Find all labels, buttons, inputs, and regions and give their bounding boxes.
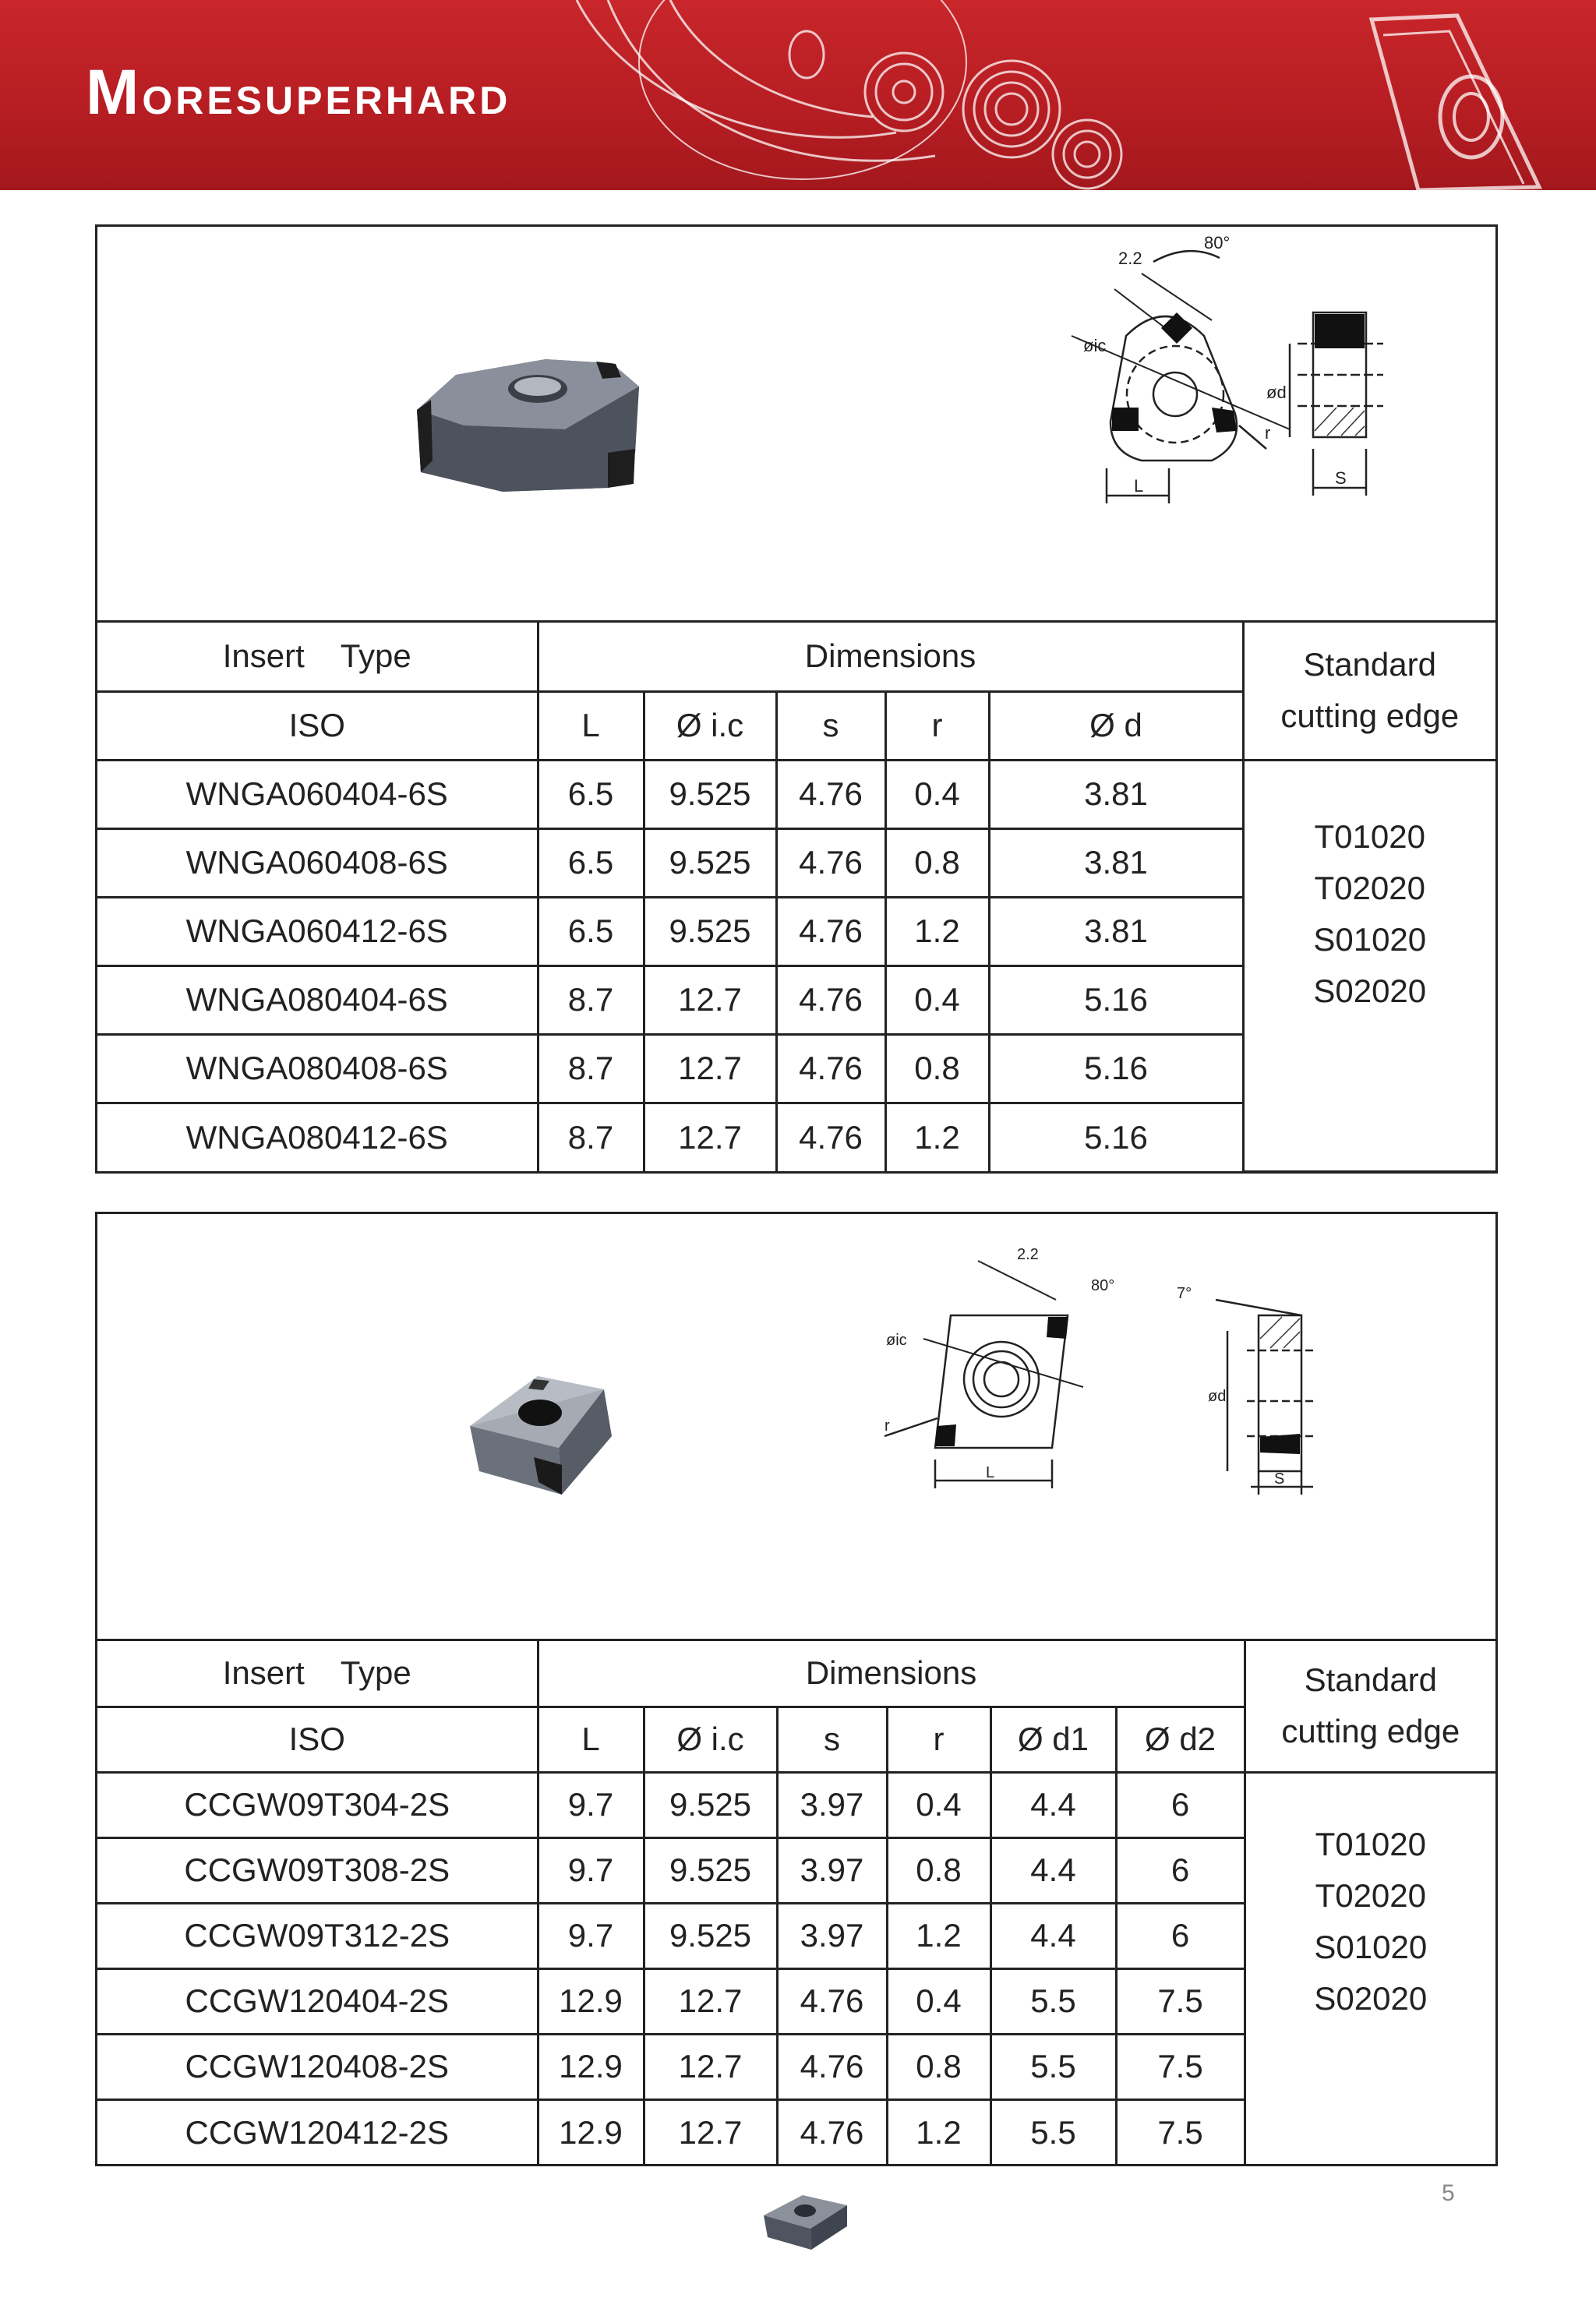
wnga-label-f: ød [1266, 383, 1287, 402]
table-cell: CCGW120408-2S [97, 2034, 538, 2099]
table-cell: CCGW09T312-2S [97, 1903, 538, 1968]
wnga-label-g: S [1335, 468, 1347, 488]
table-cell: 3.81 [989, 897, 1243, 965]
table-cell: 0.8 [885, 1034, 989, 1103]
column-header: Ø i.c [644, 1707, 777, 1772]
insert-type-header: Insert Type [97, 623, 538, 691]
table-cell: 12.7 [644, 2099, 777, 2165]
ccgw-drawing-tips [935, 1317, 1300, 1454]
table-cell: 5.5 [990, 2099, 1116, 2165]
table-cell: 5.16 [989, 1103, 1243, 1171]
ccgw-label-a: 2.2 [1017, 1246, 1039, 1263]
column-header: L [538, 691, 644, 760]
ccgw-label-d: L [986, 1464, 995, 1481]
column-header: Ø d1 [990, 1707, 1116, 1772]
table-cell: 12.9 [538, 2034, 644, 2099]
table-cell: WNGA080412-6S [97, 1103, 538, 1171]
table-cell: 9.7 [538, 1772, 644, 1837]
table-cell: 7.5 [1116, 2034, 1245, 2099]
table-cell: 3.97 [777, 1772, 887, 1837]
column-header: Ø d [989, 691, 1243, 760]
table-cell: 9.525 [644, 1837, 777, 1903]
table-cell: 9.525 [644, 1772, 777, 1837]
table-cell: WNGA080408-6S [97, 1034, 538, 1103]
column-header: Ø i.c [644, 691, 776, 760]
table-cell: 12.7 [644, 2034, 777, 2099]
table-cell: CCGW09T308-2S [97, 1837, 538, 1903]
table-cell: 4.76 [776, 897, 885, 965]
wnga-label-d: L [1134, 476, 1144, 496]
column-header: r [885, 691, 989, 760]
table-cell: 4.76 [776, 760, 885, 828]
ccgw-hatch [1260, 1317, 1300, 1348]
wnga-label-c: øic [1083, 336, 1107, 355]
table-cell: 12.9 [538, 2099, 644, 2165]
cutting-edge-item: T01020 [1315, 1825, 1427, 1862]
table-cell: 0.8 [887, 2034, 990, 2099]
ccgw-label-g: ød [1208, 1388, 1227, 1405]
column-header: r [887, 1707, 990, 1772]
wnga-insert-photo [417, 359, 639, 492]
table-cell: 0.8 [887, 1837, 990, 1903]
cutting-edge-item: S01020 [1313, 920, 1427, 958]
table-row [97, 760, 1495, 828]
ccgw-label-b: 80° [1091, 1277, 1115, 1294]
table-cell: 6.5 [538, 828, 644, 897]
column-header: s [777, 1707, 887, 1772]
table-cell: 0.4 [887, 1772, 990, 1837]
table-cell: 0.4 [885, 965, 989, 1034]
column-header: s [776, 691, 885, 760]
table-cell: 5.16 [989, 965, 1243, 1034]
table-cell: 5.5 [990, 1968, 1116, 2034]
table-cell: 0.8 [885, 828, 989, 897]
spec-table-ccgw [97, 1641, 1495, 2166]
table-cell: 5.16 [989, 1034, 1243, 1103]
table-cell: 6 [1116, 1837, 1245, 1903]
table-cell: WNGA080404-6S [97, 965, 538, 1034]
table-cell: 4.4 [990, 1903, 1116, 1968]
table-cell: 12.7 [644, 1103, 776, 1171]
table-cell: 9.525 [644, 1903, 777, 1968]
table-cell: 9.7 [538, 1903, 644, 1968]
table-cell: 1.2 [885, 1103, 989, 1171]
ccgw-insert-photo [470, 1376, 612, 1495]
column-header: Ø d2 [1116, 1707, 1245, 1772]
cutting-edge-item: T02020 [1314, 869, 1425, 906]
dimensions-header: Dimensions [538, 623, 1243, 691]
table-cell: 8.7 [538, 1034, 644, 1103]
table-cell: 9.525 [644, 760, 776, 828]
wnga-label-a: 2.2 [1118, 249, 1142, 268]
column-header: ISO [97, 1707, 538, 1772]
cutting-edge-item: S02020 [1314, 1979, 1428, 2017]
brand-name: ORESUPERHARD [142, 79, 511, 122]
table-cell: 3.81 [989, 760, 1243, 828]
table-cell: 4.76 [776, 965, 885, 1034]
table-cell: 9.525 [644, 828, 776, 897]
wnga-drawing-tips [1112, 312, 1365, 432]
ccgw-label-f: 7° [1177, 1285, 1192, 1302]
column-header: ISO [97, 691, 538, 760]
table-cell: 9.7 [538, 1837, 644, 1903]
standard-label: Standard [1303, 646, 1436, 683]
wnga-hatch [1315, 408, 1365, 436]
table-cell: 5.5 [990, 2034, 1116, 2099]
cutting-edge-label: cutting edge [1281, 1713, 1460, 1750]
table-cell: 6 [1116, 1903, 1245, 1968]
dimensions-header: Dimensions [538, 1641, 1245, 1707]
table-cell: CCGW09T304-2S [97, 1772, 538, 1837]
table-cell: 4.76 [776, 1034, 885, 1103]
table-cell: 7.5 [1116, 2099, 1245, 2165]
product-figure-ccgw [97, 1214, 1495, 1641]
ccgw-label-e: r [885, 1417, 890, 1435]
table-cell: 4.76 [776, 828, 885, 897]
table-cell: CCGW120412-2S [97, 2099, 538, 2165]
table-cell: 9.525 [644, 897, 776, 965]
spec-table-wnga [97, 623, 1495, 1173]
ccgw-label-c: øic [886, 1332, 907, 1349]
wnga-illustration [97, 227, 1495, 620]
wnga-technical-drawing [1072, 251, 1383, 503]
table-cell: WNGA060404-6S [97, 760, 538, 828]
product-panel-ccgw [95, 1212, 1498, 2166]
table-cell: 3.97 [777, 1903, 887, 1968]
brand-initial: M [86, 57, 143, 128]
header-banner [0, 0, 1596, 190]
table-cell: 4.76 [776, 1103, 885, 1171]
table-cell: 0.4 [885, 760, 989, 828]
cutting-edge-list [1243, 760, 1495, 1171]
ccgw-technical-drawing [885, 1261, 1313, 1495]
ccgw-illustration [97, 1214, 1495, 1639]
table-cell: 4.76 [777, 2099, 887, 2165]
table-cell: 3.81 [989, 828, 1243, 897]
insert-type-header: Insert Type [97, 1641, 538, 1707]
page-number: 5 [1442, 2180, 1455, 2206]
table-cell: 8.7 [538, 1103, 644, 1171]
cutting-edge-list [1245, 1772, 1495, 2165]
table-cell: WNGA060412-6S [97, 897, 538, 965]
table-header-row [97, 623, 1495, 691]
table-cell: 6.5 [538, 897, 644, 965]
cutting-edge-item: T02020 [1315, 1876, 1427, 1914]
brand-logo [86, 56, 510, 129]
table-cell: 7.5 [1116, 1968, 1245, 2034]
cutting-edge-item: S01020 [1314, 1928, 1428, 1965]
wnga-label-b: 80° [1204, 233, 1231, 252]
table-cell: 12.7 [644, 965, 776, 1034]
table-cell: CCGW120404-2S [97, 1968, 538, 2034]
product-panel-wnga [95, 224, 1498, 1174]
insert-thumbnail-icon [760, 2186, 853, 2256]
standard-cutting-edge-header [1243, 623, 1495, 760]
table-cell: 1.2 [885, 897, 989, 965]
table-cell: 0.4 [887, 1968, 990, 2034]
table-cell: 8.7 [538, 965, 644, 1034]
wnga-label-e: r [1265, 423, 1271, 443]
table-cell: 1.2 [887, 2099, 990, 2165]
table-cell: 1.2 [887, 1903, 990, 1968]
table-cell: 12.7 [644, 1968, 777, 2034]
table-cell: 4.76 [777, 2034, 887, 2099]
standard-label: Standard [1304, 1661, 1438, 1699]
product-figure-wnga [97, 227, 1495, 623]
column-header: L [538, 1707, 644, 1772]
table-cell: 3.97 [777, 1837, 887, 1903]
table-cell: WNGA060408-6S [97, 828, 538, 897]
table-cell: 6 [1116, 1772, 1245, 1837]
table-cell: 12.7 [644, 1034, 776, 1103]
table-cell: 4.76 [777, 1968, 887, 2034]
table-header-row [97, 1641, 1495, 1707]
table-cell: 4.4 [990, 1837, 1116, 1903]
table-row [97, 1772, 1495, 1837]
cutting-edge-item: T01020 [1314, 817, 1425, 855]
table-cell: 12.9 [538, 1968, 644, 2034]
cutting-edge-label: cutting edge [1280, 697, 1460, 735]
standard-cutting-edge-header [1245, 1641, 1495, 1772]
table-cell: 6.5 [538, 760, 644, 828]
table-cell: 4.4 [990, 1772, 1116, 1837]
ccgw-label-h: S [1274, 1470, 1285, 1488]
cutting-edge-item: S02020 [1313, 972, 1427, 1009]
